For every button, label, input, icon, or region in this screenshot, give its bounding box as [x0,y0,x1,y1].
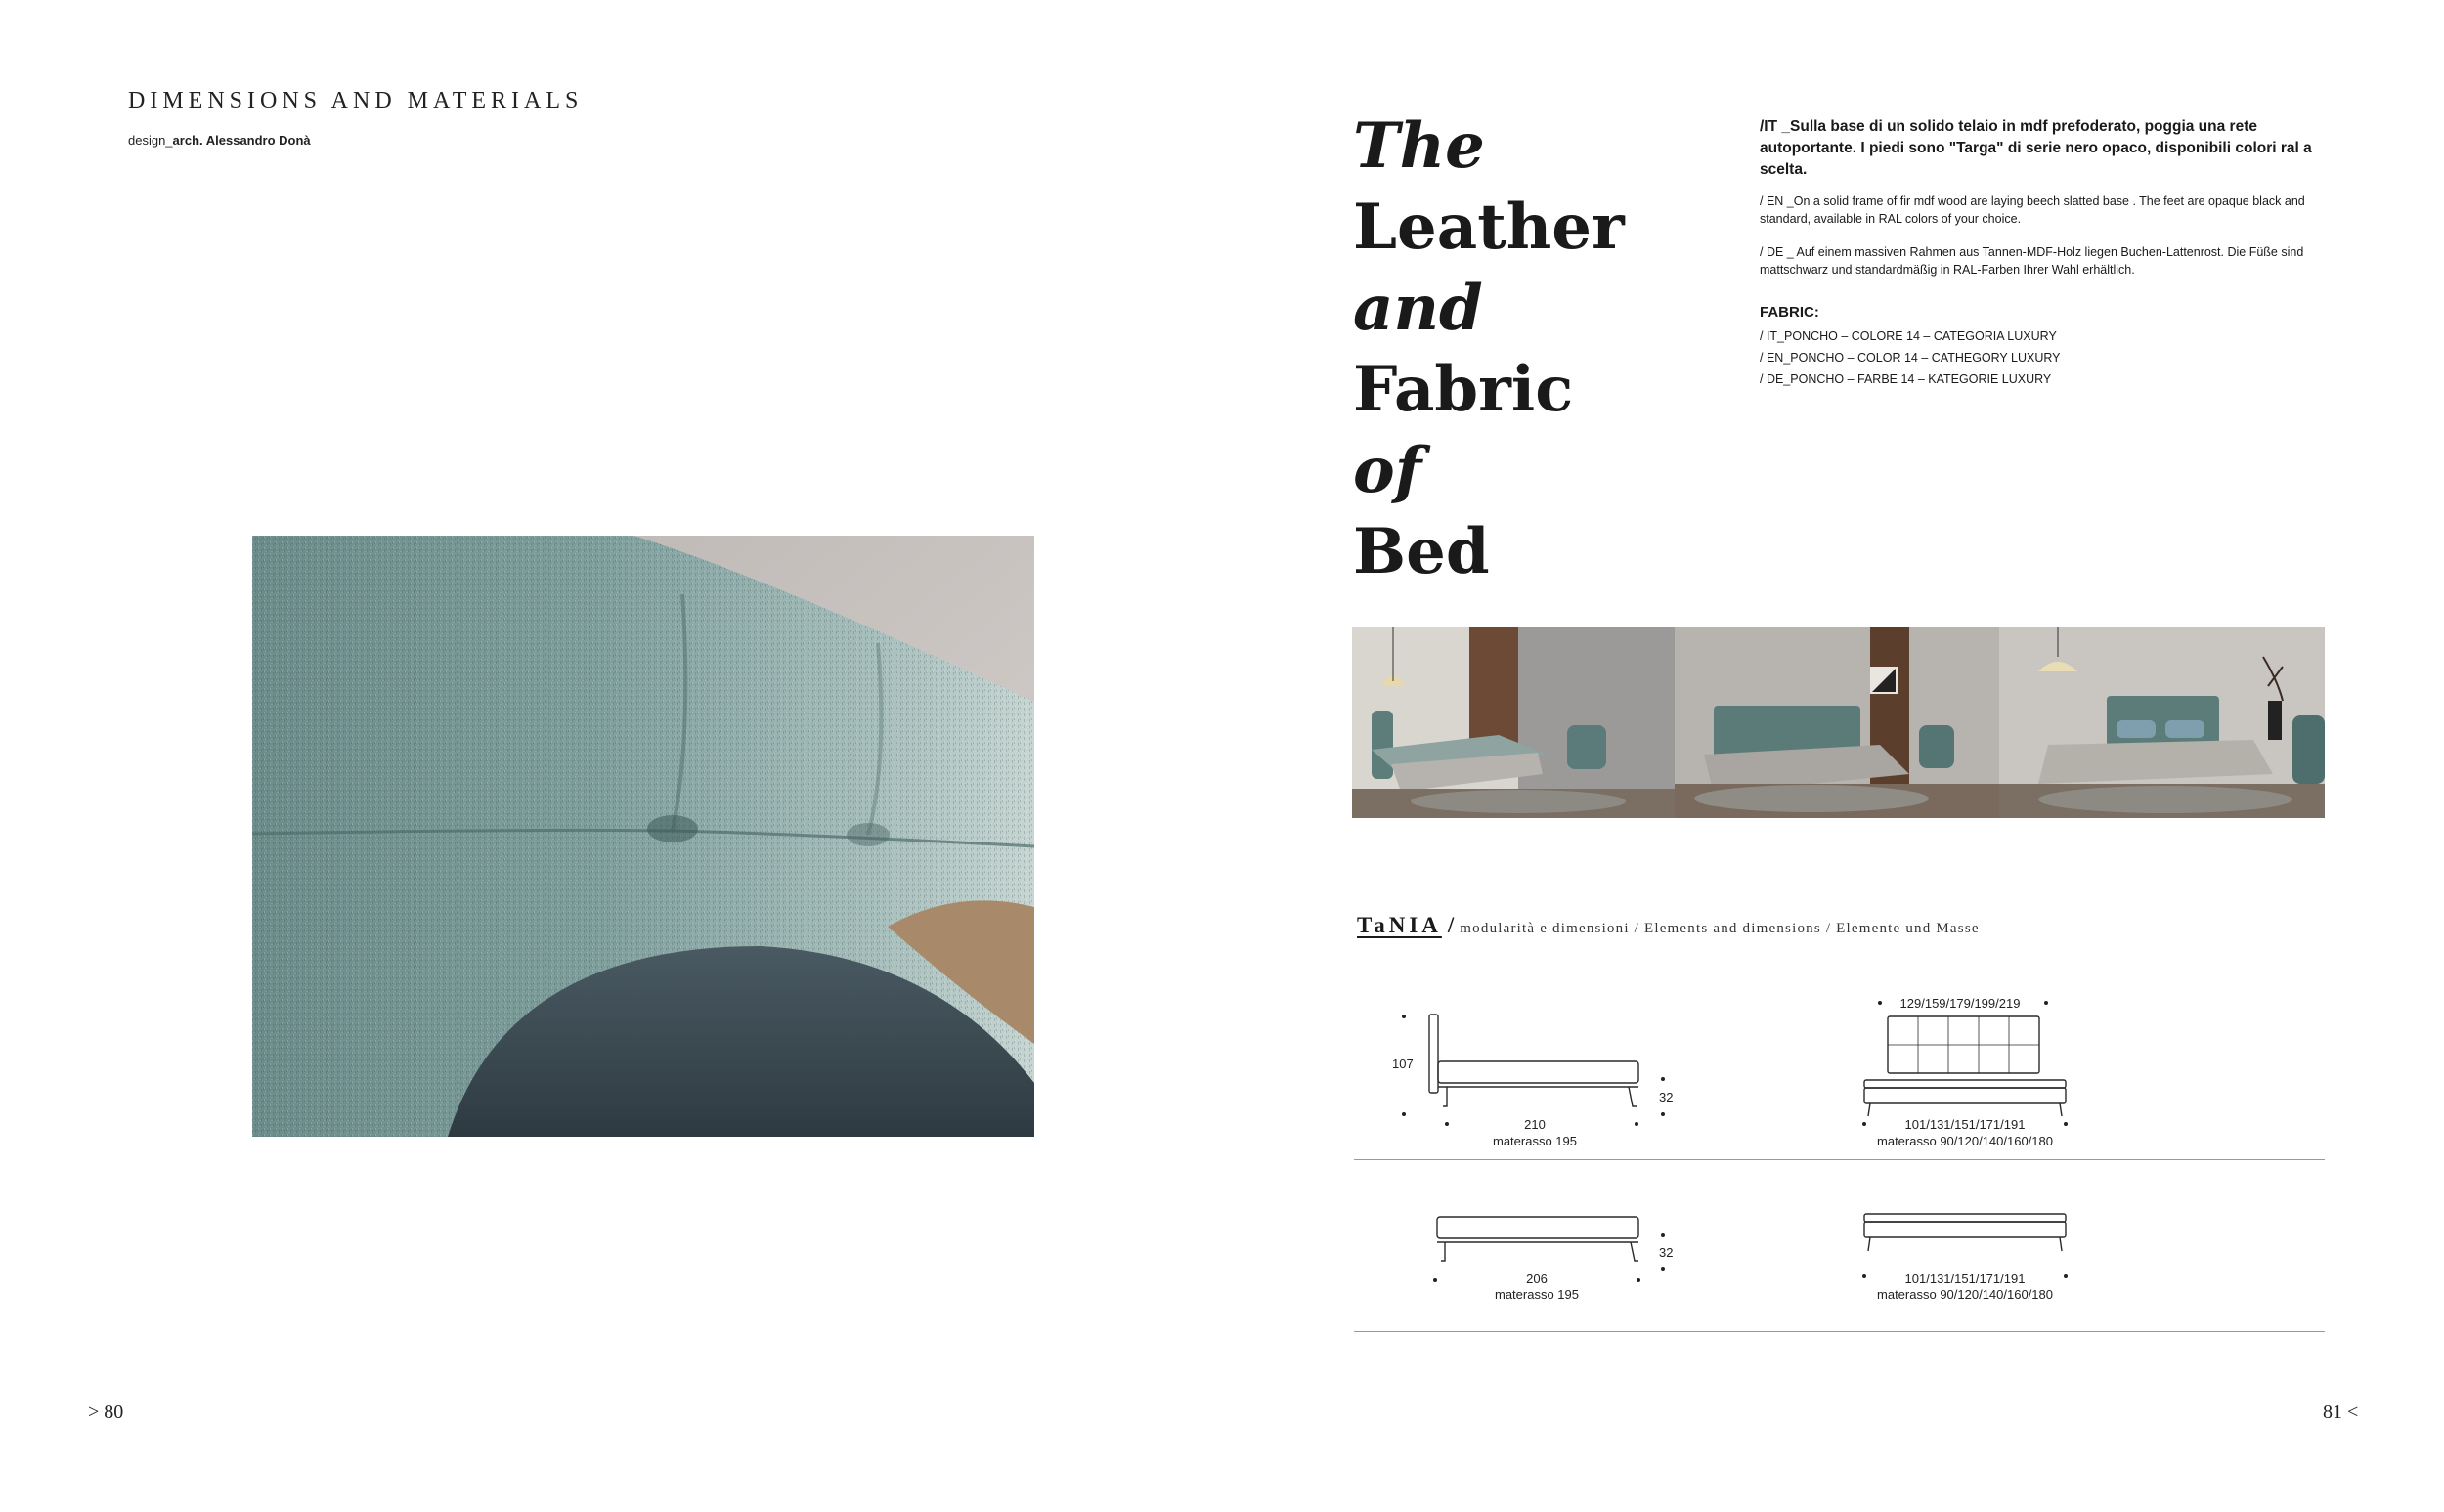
fabric-it: / IT_PONCHO – COLORE 14 – CATEGORIA LUXURY [1760,329,2057,343]
product-slash: / [1447,913,1455,937]
dim-width-mattress-2: materasso 90/120/140/160/180 [1877,1287,2053,1302]
heading-line: of [1353,434,1422,507]
headboard-fabric-photo [252,536,1034,1137]
page-number-left: > 80 [88,1402,124,1423]
divider [1354,1331,2325,1332]
product-name: TaNIA [1357,913,1442,937]
dim-width: 101/131/151/171/191 [1904,1117,2026,1132]
main-heading [1353,106,1625,592]
fabric-heading: FABRIC: [1760,304,1819,321]
heading-line: Bed [1353,515,1490,588]
dim-width-top: 129/159/179/199/219 [1899,996,2021,1011]
dim-length-mattress: materasso 195 [1493,1134,1577,1148]
dim-length: 210 [1524,1117,1546,1132]
dim-base-height-2: 32 [1659,1245,1674,1260]
section-title: DIMENSIONS AND MATERIALS [128,88,584,113]
description-de: / DE _ Auf einem massiven Rahmen aus Tannen-MDF-Holz liegen Buchen-Lattenrost. Die Füße sind mattschwarz und standardmäßig in RAL-Farben Ihrer Wahl erhältlich. [1760,245,2304,277]
heading-line: Leather [1353,191,1625,264]
page-number-right: 81 < [2323,1402,2359,1423]
dim-width-mattress: materasso 90/120/140/160/180 [1877,1134,2053,1148]
description-block [1760,116,2317,390]
dim-length-mattress-2: materasso 195 [1495,1287,1579,1302]
bedroom-photo-strip [1352,627,2325,818]
bedroom-photo-1 [1352,627,1675,818]
product-subtitle: modularità e dimensioni / Elements and dimensions / Elemente und Masse [1460,921,1980,936]
bedroom-photo-3 [1999,627,2325,818]
bedroom-photo-2 [1675,627,1999,818]
heading-line: Fabric [1353,353,1574,426]
product-heading [1357,913,1980,938]
designer-prefix: design_ [128,133,173,148]
dim-width-2: 101/131/151/171/191 [1904,1272,2026,1286]
dim-base-height: 32 [1659,1090,1674,1104]
fabric-en: / EN_PONCHO – COLOR 14 – CATHEGORY LUXURY [1760,351,2061,365]
description-en: / EN _On a solid frame of fir mdf wood are laying beech slatted base . The feet are opaque black and standard, available in RAL colors of your choice. [1760,194,2305,226]
dim-length-2: 206 [1526,1272,1548,1286]
heading-line: The [1353,109,1485,183]
dim-height: 107 [1392,1057,1414,1071]
fabric-de: / DE_PONCHO – FARBE 14 – KATEGORIE LUXURY [1760,372,2052,386]
divider [1354,1159,2325,1160]
designer-credit [128,133,311,148]
description-it: /IT _Sulla base di un solido telaio in mdf prefoderato, poggia una rete autoportante. I piedi sono "Targa" di serie nero opaco, disponibili colori ral a scelta. [1760,118,2312,178]
designer-name: arch. Alessandro Donà [172,133,311,148]
heading-line: and [1353,272,1483,345]
